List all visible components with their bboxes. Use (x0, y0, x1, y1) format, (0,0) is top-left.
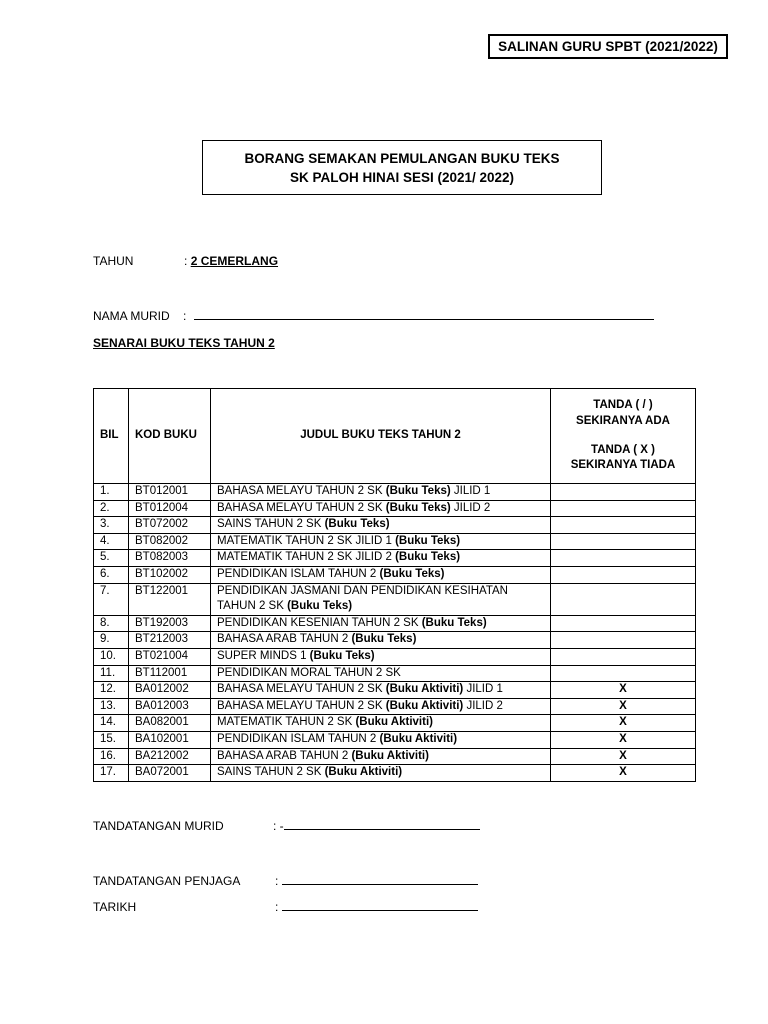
tarikh-label: TARIKH (93, 900, 137, 914)
nama-murid-label: NAMA MURID (93, 309, 170, 323)
row-bil: 9. (94, 632, 129, 649)
signature-penjaga-row (275, 874, 478, 888)
form-title-box (202, 140, 602, 195)
row-tanda-mark[interactable] (551, 550, 696, 567)
row-judul (211, 500, 551, 517)
row-judul-type: (Buku Teks) (324, 518, 390, 531)
row-bil: 5. (94, 550, 129, 567)
row-judul-type: (Buku Aktiviti) (351, 749, 429, 762)
nama-murid-line[interactable] (194, 309, 654, 320)
row-judul-text: BAHASA MELAYU TAHUN 2 SK (217, 501, 386, 514)
row-tanda-mark[interactable]: X (551, 715, 696, 732)
row-tanda-mark[interactable]: X (551, 748, 696, 765)
row-kod-buku: BA012003 (129, 698, 211, 715)
tahun-separator: : (184, 254, 188, 268)
table-row (94, 550, 696, 567)
tahun-label: TAHUN (93, 254, 134, 268)
row-judul (211, 517, 551, 534)
row-judul-type: (Buku Teks) (395, 534, 461, 547)
header-sekiranya-ada: SEKIRANYA ADA (576, 414, 670, 427)
row-judul (211, 583, 551, 615)
row-judul-suffix: JILID 2 (463, 699, 503, 712)
row-judul-text: PENDIDIKAN MORAL TAHUN 2 SK (217, 666, 401, 679)
header-kod-buku: KOD BUKU (129, 389, 211, 484)
tarikh-line[interactable] (282, 900, 478, 911)
tahun-value: 2 CEMERLANG (190, 254, 279, 268)
row-bil: 13. (94, 698, 129, 715)
row-judul (211, 665, 551, 682)
table-row (94, 715, 696, 732)
header-tanda (551, 389, 696, 484)
table-row (94, 648, 696, 665)
row-judul (211, 615, 551, 632)
table-row (94, 484, 696, 501)
signature-murid-row (273, 819, 480, 833)
row-bil: 4. (94, 533, 129, 550)
row-judul (211, 632, 551, 649)
row-tanda-mark[interactable] (551, 583, 696, 615)
row-judul-type: (Buku Aktiviti) (355, 716, 433, 729)
signature-murid-label: TANDATANGAN MURID (93, 819, 224, 833)
row-judul-text: SAINS TAHUN 2 SK (217, 766, 325, 779)
row-tanda-mark[interactable]: X (551, 682, 696, 699)
row-judul-suffix: JILID 2 (450, 501, 491, 514)
row-judul-type: (Buku Teks) (287, 600, 353, 613)
header-sekiranya-tiada: SEKIRANYA TIADA (570, 459, 676, 472)
row-judul (211, 698, 551, 715)
table-row (94, 615, 696, 632)
form-title-line2: SK PALOH HINAI SESI (2021/ 2022) (289, 169, 515, 185)
row-judul-text: BAHASA MELAYU TAHUN 2 SK (217, 699, 386, 712)
row-bil: 14. (94, 715, 129, 732)
row-judul-type: (Buku Aktiviti) (324, 766, 403, 779)
table-row (94, 698, 696, 715)
row-kod-buku: BT072002 (129, 517, 211, 534)
row-judul (211, 715, 551, 732)
row-judul-text: BAHASA MELAYU TAHUN 2 SK (217, 485, 386, 497)
row-kod-buku: BT112001 (129, 665, 211, 682)
table-row (94, 500, 696, 517)
row-kod-buku: BT082002 (129, 533, 211, 550)
row-bil: 1. (94, 484, 129, 501)
row-bil: 3. (94, 517, 129, 534)
row-judul (211, 550, 551, 567)
table-row (94, 665, 696, 682)
row-judul-text: SAINS TAHUN 2 SK (217, 518, 325, 531)
row-tanda-mark[interactable] (551, 665, 696, 682)
row-judul (211, 533, 551, 550)
nama-murid-separator: : (183, 309, 187, 323)
row-judul-type: (Buku Teks) (351, 633, 417, 646)
row-tanda-mark[interactable] (551, 500, 696, 517)
row-judul-text: MATEMATIK TAHUN 2 SK (217, 716, 356, 729)
row-judul (211, 484, 551, 501)
row-judul-suffix: JILID 1 (450, 485, 491, 497)
row-tanda-mark[interactable]: X (551, 698, 696, 715)
row-tanda-mark[interactable] (551, 484, 696, 501)
table-row (94, 583, 696, 615)
row-judul (211, 648, 551, 665)
row-kod-buku: BT192003 (129, 615, 211, 632)
row-tanda-mark[interactable] (551, 632, 696, 649)
row-bil: 7. (94, 583, 129, 615)
signature-murid-line[interactable] (284, 819, 480, 830)
row-bil: 2. (94, 500, 129, 517)
row-bil: 6. (94, 566, 129, 583)
table-row (94, 731, 696, 748)
row-judul-text: PENDIDIKAN KESENIAN TAHUN 2 SK (217, 616, 422, 629)
table-row (94, 682, 696, 699)
teacher-copy-label: SALINAN GURU SPBT (2021/2022) (488, 34, 728, 59)
book-list-heading: SENARAI BUKU TEKS TAHUN 2 (93, 336, 275, 350)
signature-penjaga-label: TANDATANGAN PENJAGA (93, 874, 241, 888)
row-tanda-mark[interactable]: X (551, 731, 696, 748)
header-tanda-tiada: TANDA ( X ) (591, 443, 655, 456)
row-judul-suffix: JILID 1 (463, 683, 503, 696)
row-kod-buku: BA012002 (129, 682, 211, 699)
table-row (94, 533, 696, 550)
tarikh-row (275, 900, 478, 914)
table-row (94, 566, 696, 583)
row-kod-buku: BT021004 (129, 648, 211, 665)
row-bil: 12. (94, 682, 129, 699)
table-row (94, 632, 696, 649)
nama-murid-row (93, 309, 654, 323)
row-tanda-mark[interactable] (551, 566, 696, 583)
row-kod-buku: BA102001 (129, 731, 211, 748)
row-kod-buku: BA212002 (129, 748, 211, 765)
row-judul-type: (Buku Aktiviti) (379, 732, 458, 745)
header-tanda-ada: TANDA ( / ) (593, 399, 653, 412)
table-row (94, 765, 696, 782)
row-judul (211, 748, 551, 765)
row-judul-type: (Buku Teks) (421, 616, 487, 629)
row-judul-text: MATEMATIK TAHUN 2 SK JILID 1 (217, 534, 396, 547)
row-tanda-mark[interactable]: X (551, 765, 696, 782)
row-bil: 16. (94, 748, 129, 765)
row-bil: 15. (94, 731, 129, 748)
row-kod-buku: BT212003 (129, 632, 211, 649)
signature-penjaga-line[interactable] (282, 874, 478, 885)
header-judul: JUDUL BUKU TEKS TAHUN 2 (211, 389, 551, 484)
row-judul-type: (Buku Teks) (379, 567, 445, 580)
tarikh-separator: : (275, 900, 279, 914)
row-kod-buku: BA072001 (129, 765, 211, 782)
row-kod-buku: BT122001 (129, 583, 211, 615)
row-judul-text: SUPER MINDS 1 (217, 649, 310, 662)
row-bil: 8. (94, 615, 129, 632)
textbook-table (93, 388, 696, 782)
signature-penjaga-separator: : (275, 874, 279, 888)
row-bil: 10. (94, 648, 129, 665)
row-judul-text: PENDIDIKAN ISLAM TAHUN 2 (217, 567, 380, 580)
row-bil: 17. (94, 765, 129, 782)
row-judul-text: BAHASA ARAB TAHUN 2 (217, 749, 352, 762)
row-judul (211, 566, 551, 583)
row-kod-buku: BA082001 (129, 715, 211, 732)
row-kod-buku: BT102002 (129, 566, 211, 583)
row-judul-text: PENDIDIKAN ISLAM TAHUN 2 (217, 732, 380, 745)
row-judul-text: BAHASA MELAYU TAHUN 2 SK (217, 683, 386, 696)
table-header-row (94, 389, 696, 484)
row-tanda-mark[interactable] (551, 517, 696, 534)
table-row (94, 748, 696, 765)
row-judul-type: (Buku Aktiviti) (385, 699, 464, 712)
row-tanda-mark[interactable] (551, 615, 696, 632)
row-kod-buku: BT012004 (129, 500, 211, 517)
row-bil: 11. (94, 665, 129, 682)
row-judul-type: (Buku Teks) (309, 649, 375, 662)
row-judul-text: MATEMATIK TAHUN 2 SK JILID 2 (217, 551, 396, 564)
row-tanda-mark[interactable] (551, 533, 696, 550)
row-judul-text: PENDIDIKAN JASMANI DAN PENDIDIKAN KESIHATAN TAHUN 2 SK (217, 584, 508, 613)
row-kod-buku: BT012001 (129, 484, 211, 501)
row-kod-buku: BT082003 (129, 550, 211, 567)
row-judul (211, 731, 551, 748)
row-tanda-mark[interactable] (551, 648, 696, 665)
row-judul (211, 682, 551, 699)
tahun-row (184, 254, 278, 268)
row-judul-type: (Buku Teks) (385, 501, 451, 514)
table-row (94, 517, 696, 534)
row-judul-type: (Buku Teks) (395, 551, 461, 564)
row-judul (211, 765, 551, 782)
signature-murid-separator: : - (273, 819, 284, 833)
row-judul-type: (Buku Teks) (385, 485, 451, 497)
form-title-line1: BORANG SEMAKAN PEMULANGAN BUKU TEKS (244, 150, 560, 166)
row-judul-text: BAHASA ARAB TAHUN 2 (217, 633, 352, 646)
header-bil: BIL (94, 389, 129, 484)
row-judul-type: (Buku Aktiviti) (385, 683, 464, 696)
